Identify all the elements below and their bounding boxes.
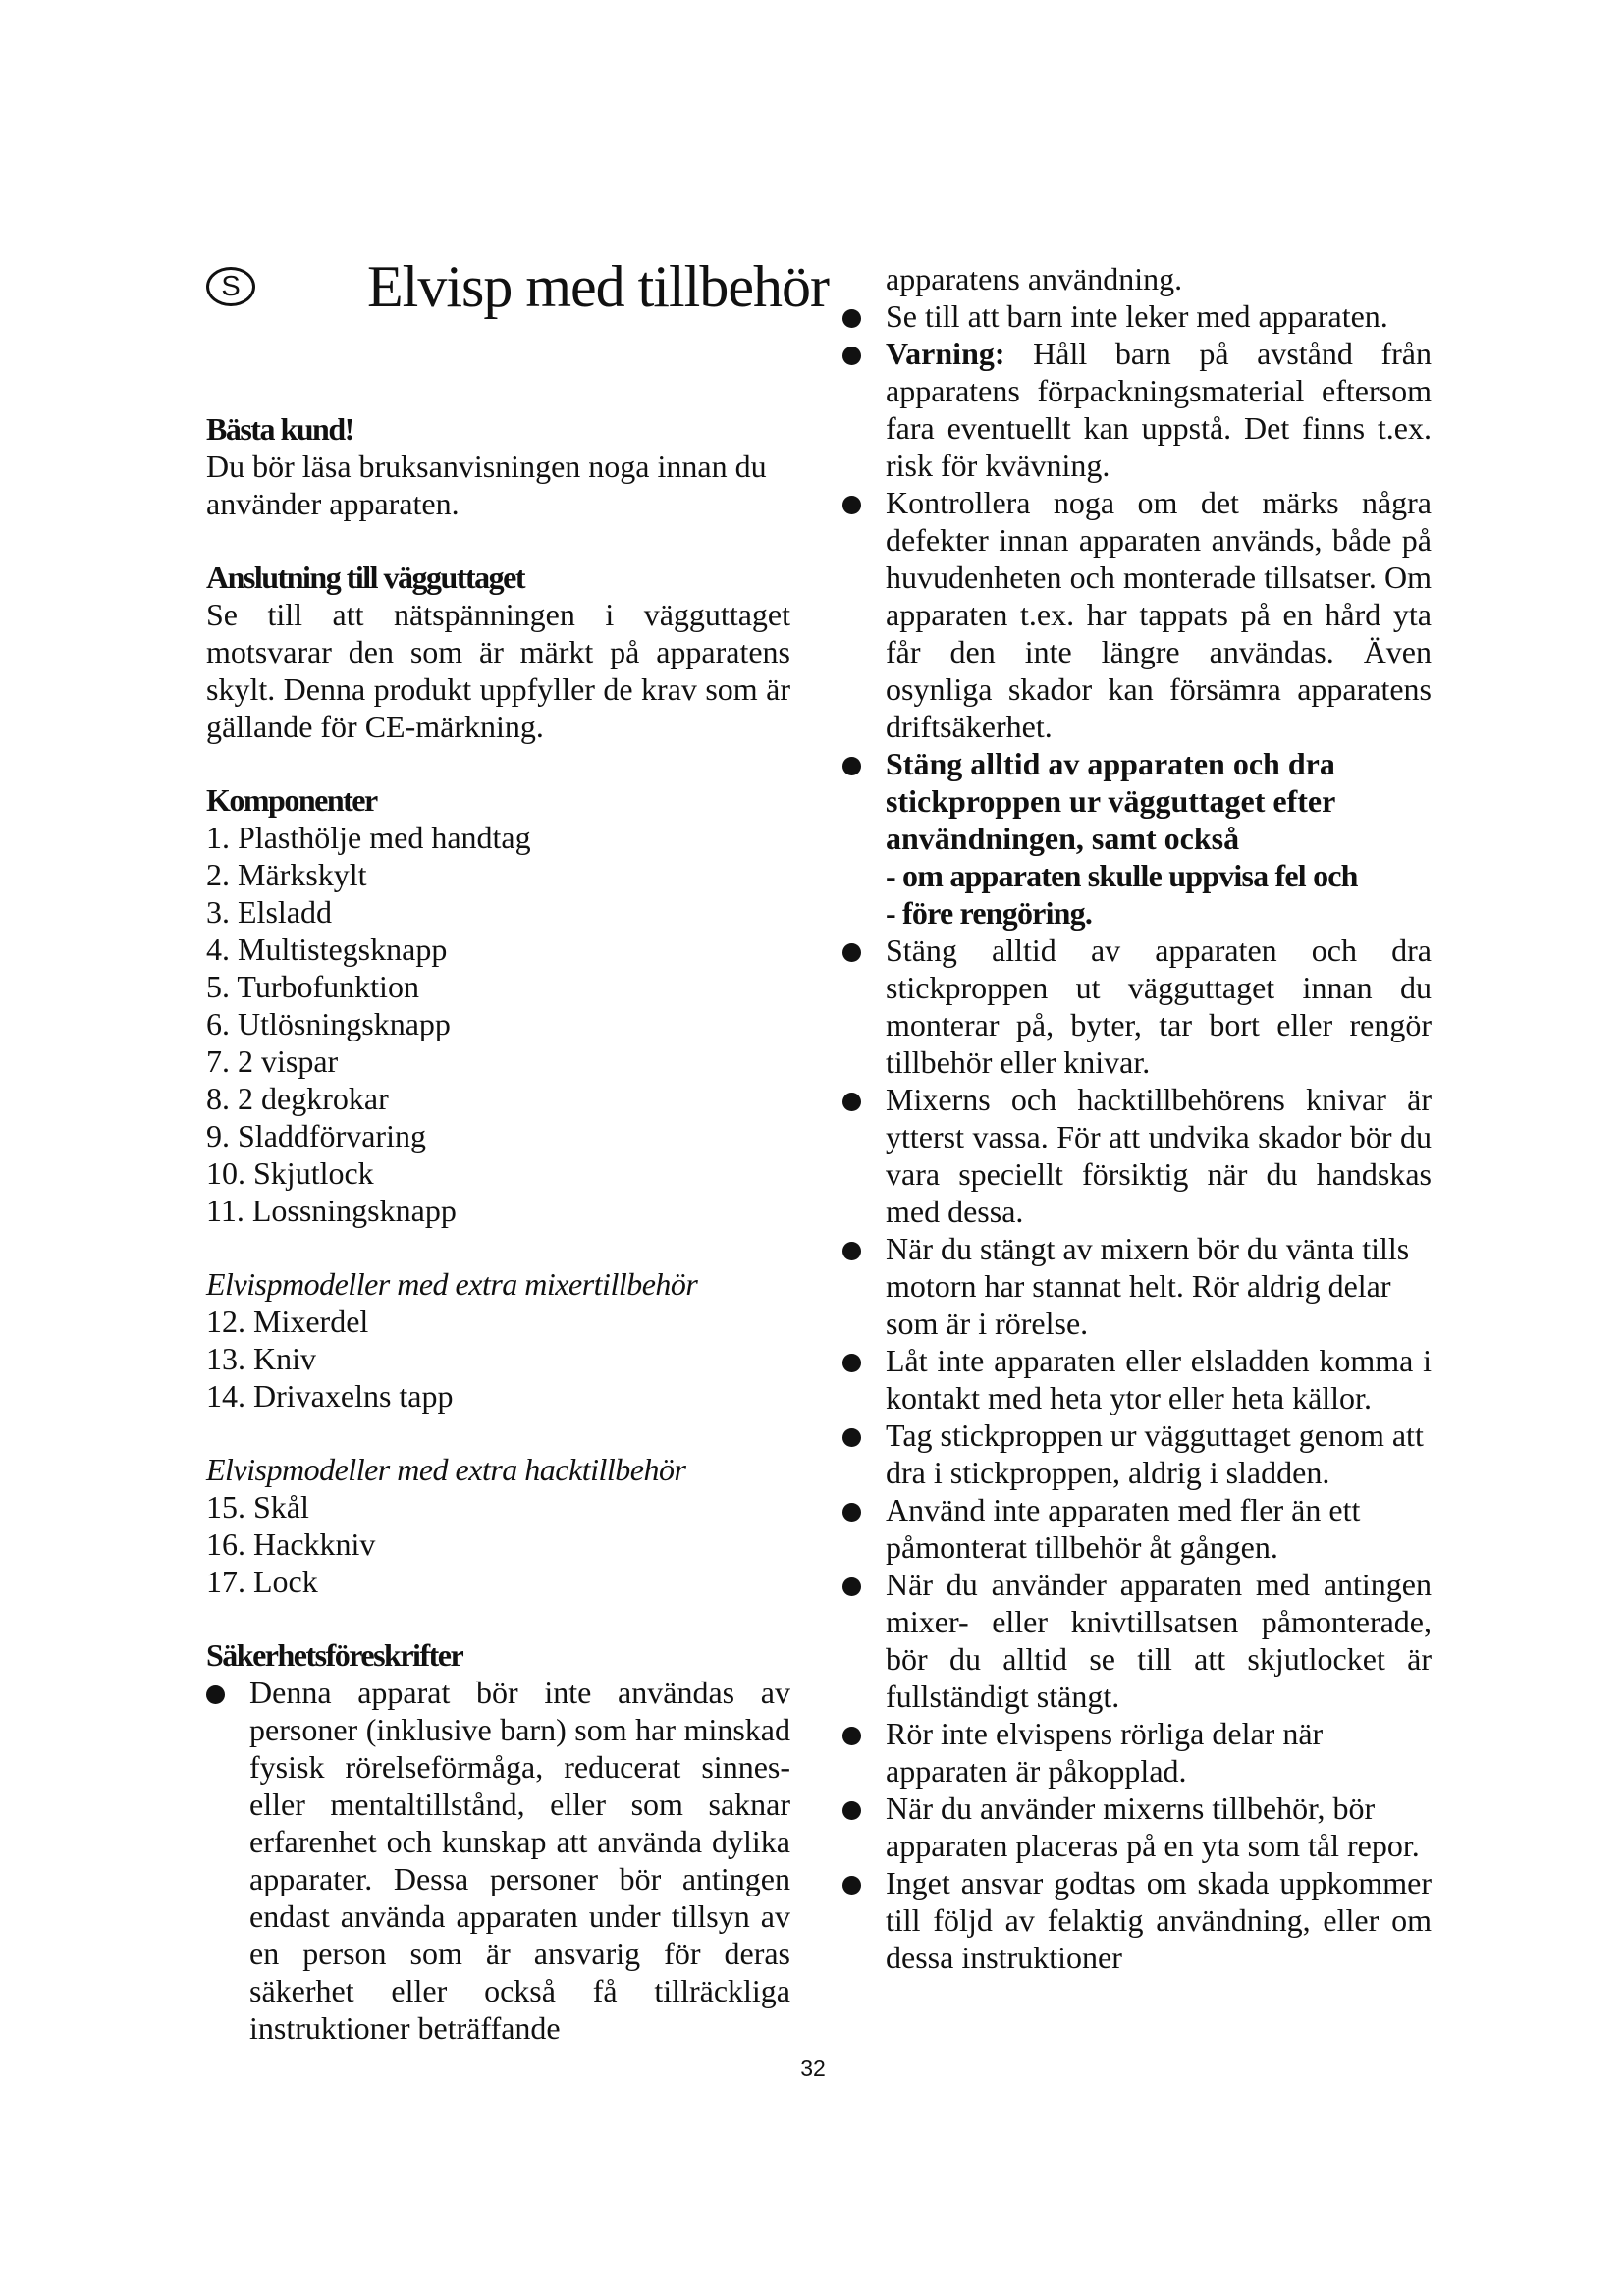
page-title: Elvisp med tillbehör xyxy=(367,254,829,319)
safety-item xyxy=(842,1789,1432,1864)
bullet-icon xyxy=(842,1093,861,1111)
safety-item-text: Se till att barn inte leker med apparaten. xyxy=(886,298,1388,334)
component-item: 6. Utlösningsknapp xyxy=(206,1006,451,1041)
component-item: 5. Turbofunktion xyxy=(206,969,419,1004)
components-list xyxy=(206,819,790,1229)
safety-item-text: När du stängt av mixern bör du vänta tills motorn har stannat helt. Rör aldrig delar som är i rörelse. xyxy=(886,1231,1410,1341)
language-badge: S xyxy=(206,267,255,306)
component-item: 2. Märkskylt xyxy=(206,857,367,892)
bullet-icon xyxy=(842,1577,861,1596)
safety-item xyxy=(842,484,1432,745)
bullet-icon xyxy=(842,1727,861,1745)
safety-item-text: När du använder mixerns tillbehör, bör apparaten placeras på en yta som tål repor. xyxy=(886,1790,1420,1863)
safety-item xyxy=(842,297,1432,335)
safety-item-text: Håll barn på avstånd från apparatens förpackningsmaterial eftersom fara eventuellt kan uppstå. Det finns t.ex. risk för kvävning. xyxy=(886,336,1433,483)
safety-item-text: Kontrollera noga om det märks några defekter innan apparaten används, både på huvudenheten och monterade tillsatser. Om apparaten t.ex. har tappats på en hård yta får den inte längre användas. Även osynliga skador kan försämra apparatens driftsäkerhet. xyxy=(886,485,1432,744)
component-item: 15. Skål xyxy=(206,1489,309,1524)
mixer-components-list xyxy=(206,1303,790,1415)
safety-item-text: Inget ansvar godtas om skada uppkommer till följd av felaktig användning, eller om dessa instruktioner xyxy=(886,1865,1432,1975)
right-column xyxy=(842,260,1432,1976)
intro-heading: Bästa kund! xyxy=(206,411,353,447)
connection-heading: Anslutning till vägguttaget xyxy=(206,560,524,595)
safety-sub-item: - om apparaten skulle uppvisa fel och xyxy=(886,858,1358,893)
bullet-icon xyxy=(842,757,861,775)
safety-item-text: Rör inte elvispens rörliga delar när apparaten är påkopplad. xyxy=(886,1716,1324,1789)
safety-item-text: När du använder apparaten med antingen mixer- eller knivtillsatsen påmonterade, bör du alltid se till att skjutlocket är fullständigt stängt. xyxy=(886,1567,1432,1714)
component-item: 14. Drivaxelns tapp xyxy=(206,1378,454,1414)
left-column xyxy=(206,410,790,2047)
bullet-icon xyxy=(842,1503,861,1522)
component-item: 10. Skjutlock xyxy=(206,1155,374,1191)
safety-item-text: Använd inte apparaten med fler än ett påmonterat tillbehör åt gången. xyxy=(886,1492,1361,1565)
safety-item-text: Stäng alltid av apparaten och dra stickproppen ur vägguttaget efter användningen, samt också xyxy=(886,746,1335,856)
safety-item xyxy=(842,335,1432,484)
chopper-components-list xyxy=(206,1488,790,1600)
spacer xyxy=(206,1229,790,1265)
safety-item xyxy=(842,1715,1432,1789)
component-item: 9. Sladdförvaring xyxy=(206,1118,426,1153)
component-item: 12. Mixerdel xyxy=(206,1304,369,1339)
bullet-icon xyxy=(842,309,861,328)
component-item: 7. 2 vispar xyxy=(206,1043,339,1079)
bullet-icon xyxy=(206,1685,225,1704)
component-item: 17. Lock xyxy=(206,1564,318,1599)
bullet-icon xyxy=(842,943,861,962)
bullet-icon xyxy=(842,1801,861,1820)
bullet-icon xyxy=(842,347,861,365)
safety-item-text: Mixerns och hacktillbehörens knivar är ytterst vassa. För att undvika skador bör du vara speciellt försiktig när du handskas med dessa. xyxy=(886,1082,1432,1229)
safety-item-text: Stäng alltid av apparaten och dra stickproppen ut vägguttaget innan du monterar på, byter, tar bort eller rengör tillbehör eller knivar. xyxy=(886,933,1432,1080)
safety-item xyxy=(842,1081,1432,1230)
spacer xyxy=(206,745,790,781)
safety-item-text: Denna apparat bör inte användas av personer (inklusive barn) som har minskad fysisk rörelseförmåga, reducerat sinnes- eller mentaltillstånd, eller som saknar erfarenhet och kunskap att använda dylika apparater. Dessa personer bör antingen endast använda apparaten under tillsyn av en person som är ansvarig för deras säkerhet eller också få tillräckliga instruktioner beträffande xyxy=(249,1675,790,2046)
spacer xyxy=(206,1600,790,1636)
bullet-icon xyxy=(842,1428,861,1447)
component-item: 1. Plasthölje med handtag xyxy=(206,820,531,855)
warning-label: Varning: xyxy=(886,336,1005,371)
safety-item xyxy=(842,1230,1432,1342)
intro-text: Du bör läsa bruksanvisningen noga innan du använder apparaten. xyxy=(206,449,767,521)
safety-continuation: apparatens användning. xyxy=(886,261,1183,296)
connection-text: Se till att nätspänningen i vägguttaget motsvarar den som är märkt på apparatens skylt. Denna produkt uppfyller de krav som är gällande för CE-märkning. xyxy=(206,597,790,744)
spacer xyxy=(206,1415,790,1451)
component-item: 4. Multistegsknapp xyxy=(206,932,448,967)
safety-list-continued xyxy=(842,297,1432,857)
bullet-icon xyxy=(842,1876,861,1895)
components-heading: Komponenter xyxy=(206,782,377,818)
component-item: 8. 2 degkrokar xyxy=(206,1081,389,1116)
chopper-models-heading: Elvispmodeller med extra hacktillbehör xyxy=(206,1452,686,1487)
page-number: 32 xyxy=(800,2056,826,2081)
safety-list-continued xyxy=(842,932,1432,1976)
safety-item xyxy=(842,1864,1432,1976)
safety-list xyxy=(206,1674,790,2047)
bullet-icon xyxy=(842,496,861,514)
safety-sub-item: - före rengöring. xyxy=(886,895,1093,931)
safety-item xyxy=(206,1674,790,2047)
component-item: 13. Kniv xyxy=(206,1341,316,1376)
safety-item xyxy=(842,1342,1432,1416)
safety-item xyxy=(842,932,1432,1081)
component-item: 11. Lossningsknapp xyxy=(206,1193,457,1228)
safety-item-text: Tag stickproppen ur vägguttaget genom att dra i stickproppen, aldrig i sladden. xyxy=(886,1417,1424,1490)
safety-item xyxy=(842,745,1432,857)
safety-item xyxy=(842,1416,1432,1491)
safety-item xyxy=(842,1566,1432,1715)
mixer-models-heading: Elvispmodeller med extra mixertillbehör xyxy=(206,1266,698,1302)
safety-item-text: Låt inte apparaten eller elsladden komma i kontakt med heta ytor eller heta källor. xyxy=(886,1343,1432,1415)
component-item: 3. Elsladd xyxy=(206,894,332,930)
bullet-icon xyxy=(842,1354,861,1372)
safety-heading: Säkerhetsföreskrifter xyxy=(206,1637,463,1673)
spacer xyxy=(206,522,790,559)
component-item: 16. Hackkniv xyxy=(206,1526,376,1562)
bullet-icon xyxy=(842,1242,861,1260)
safety-item xyxy=(842,1491,1432,1566)
